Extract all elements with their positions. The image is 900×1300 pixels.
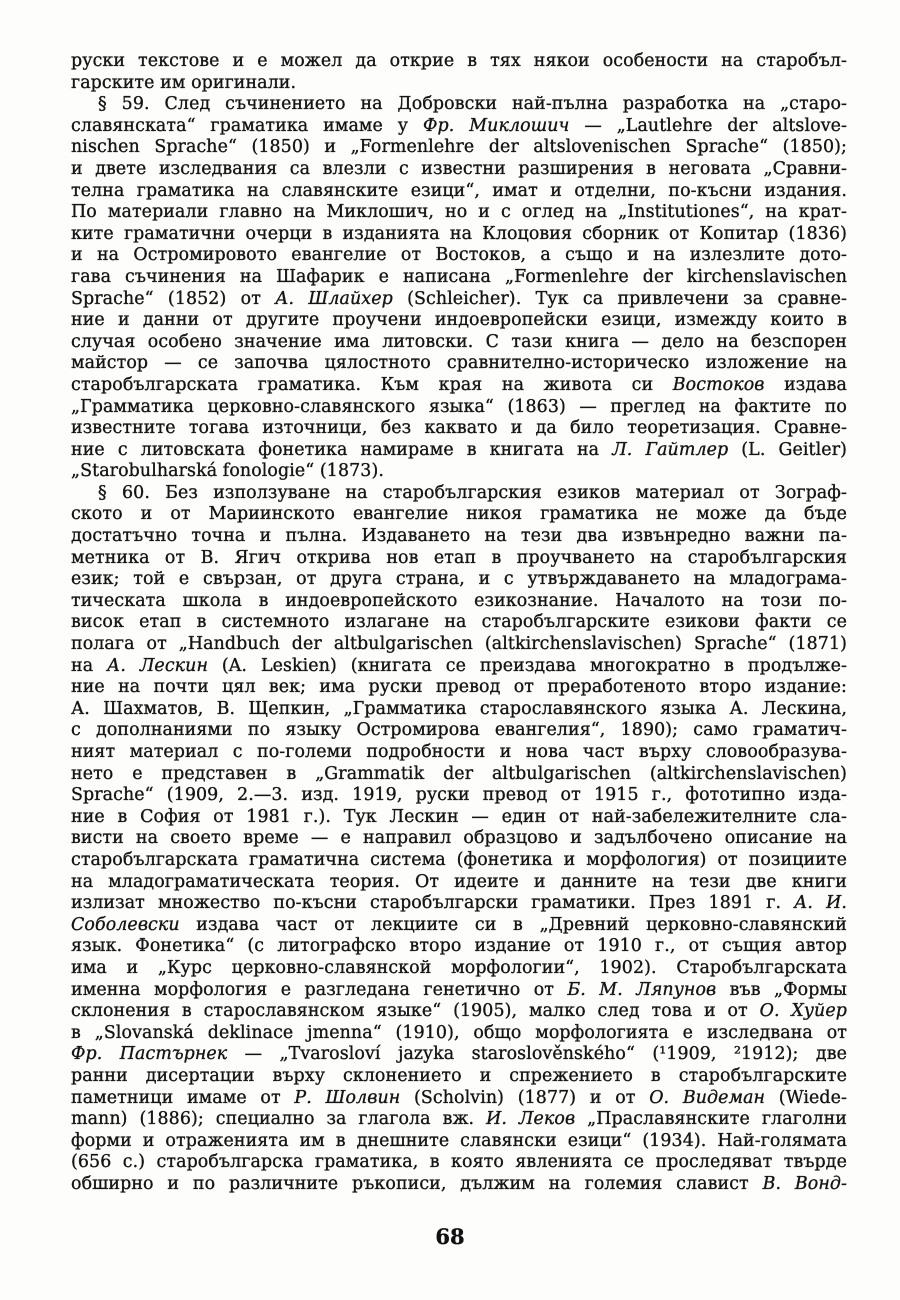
text-segment: § 59. След съчинението на Добровски най-пълна разработка на „старо- [98, 94, 847, 115]
text-line [71, 397, 847, 419]
text-segment: ние и данни от другите проучени индоевропейски езици, измежду които в [71, 310, 847, 331]
text-segment: паметници имаме от [71, 1087, 295, 1108]
text-line [71, 634, 847, 656]
text-segment: ние в София от 1981 г.). Тук Лескин — един от най-забележителните сла- [71, 806, 847, 827]
text-segment: форми и отраженията им в днешните славянски езици“ (1934). Най-голямата [71, 1130, 847, 1151]
text-line [71, 116, 847, 138]
text-line [71, 1088, 847, 1110]
text-line [71, 440, 847, 462]
text-segment: nischen Sprache“ (1850) и „Formenlehre der altslovenischen Sprache“ (1850); [71, 137, 847, 158]
text-line [71, 872, 847, 894]
text-line [71, 526, 847, 548]
text-line [71, 915, 847, 937]
text-segment: По материали главно на Миклошич, но и с оглед на „Institutiones“, на крат- [71, 202, 847, 223]
text-segment: (Schleicher). Тук са привлечени за сравне- [392, 288, 847, 309]
text-line [71, 418, 847, 440]
text-line [71, 569, 847, 591]
person-name-italic: В. Вонд- [762, 1173, 847, 1194]
text-line [71, 224, 847, 246]
text-segment: на младограматическата теория. От идеите и данните на тези две книги [71, 871, 847, 892]
text-line [71, 591, 847, 613]
text-line [71, 612, 847, 634]
text-line [71, 850, 847, 872]
text-line [71, 1044, 847, 1066]
text-segment: руски текстове и е можел да открие в тях някои особености на старобъл- [71, 51, 847, 71]
text-segment: именна морфология е разгледана генетично от [71, 979, 568, 1000]
text-segment: — „Tvarosloví jazyka staroslověnského“ (¹1909, ²1912); две [227, 1044, 847, 1065]
text-line [71, 483, 847, 505]
text-line [71, 159, 847, 181]
text-line [71, 1023, 847, 1045]
person-name-italic: Востоков [672, 374, 765, 395]
text-segment: висти на своето време — е направил образцово и задълбочено описание на [71, 828, 847, 849]
text-segment: ният материал с по-големи подробности и нова част върху словообразува- [71, 742, 847, 762]
text-segment: с дополнаниями по языку Остромирова евангелия“, 1890); само граматич- [71, 720, 847, 741]
text-segment: — „Lautlehre der altslove- [569, 115, 847, 136]
text-line [71, 699, 847, 721]
text-line [71, 137, 847, 159]
text-line [71, 1174, 847, 1196]
text-segment: и на Остромировото евангелие от Востоков, а също и на излезлите дото- [71, 245, 847, 266]
person-name-italic: Фр. Миклошич [423, 115, 570, 136]
text-segment: ние с литовската фонетика намираме в книгата на [71, 439, 613, 460]
text-line [71, 332, 847, 354]
text-segment: А. Шахматов, В. Щепкин, „Грамматика старославянского языка А. Лескина, [71, 698, 847, 719]
text-segment: (Scholvin) (1877) и от [400, 1087, 650, 1108]
text-line [71, 785, 847, 807]
text-line [71, 310, 847, 332]
text-segment: (656 с.) старобългарска граматика, в която явленията се проследяват твърде [71, 1152, 847, 1173]
text-line [71, 893, 847, 915]
text-segment: случая особено значение има литовски. С тази книга — дело на безспорен [71, 331, 847, 352]
text-segment: ското и от Мариинското евангелие никоя граматика не може да бъде [71, 504, 847, 525]
page-number: 68 [435, 1224, 465, 1249]
text-line [71, 51, 847, 73]
text-line [71, 289, 847, 311]
person-name-italic: А. Шлайхер [275, 288, 393, 309]
text-segment: тическата школа в индоевропейското езикознание. Началото на този по- [71, 590, 847, 611]
text-segment: в „Slovanská deklinace jmenna“ (1910), общо морфологията е изследвана от [71, 1022, 847, 1043]
text-segment: известните тогава източници, без каквато и да било теоретизация. Сравне- [71, 418, 847, 439]
text-segment: (L. Geitler) [728, 439, 847, 460]
text-segment: достатъчно точна и пълна. Издаването на тези два извънредно важни па- [71, 526, 847, 547]
person-name-italic: А. И. [794, 893, 847, 914]
text-segment: славянската“ граматика имаме у [71, 115, 423, 136]
text-line [71, 353, 847, 375]
text-line [71, 375, 847, 397]
person-name-italic: А. Лескин [107, 655, 209, 676]
text-line [71, 267, 847, 289]
person-name-italic: Соболевски [71, 914, 180, 935]
text-line [71, 764, 847, 786]
text-line [71, 807, 847, 829]
text-segment: има и „Курс церковно-славянской морфологии“, 1902). Старобългарската [71, 957, 847, 978]
text-segment: mann) (1886); специално за глагола вж. [71, 1109, 487, 1130]
text-line [71, 504, 847, 526]
text-line [71, 720, 847, 742]
text-line [71, 181, 847, 203]
text-segment: гава съчинения на Шафарик е написана „Formenlehre der kirchenslavischen [71, 266, 847, 287]
text-line [71, 936, 847, 958]
person-name-italic: О. Хуйер [759, 1001, 847, 1022]
text-segment: Sprache“ (1852) от [71, 288, 276, 309]
person-name-italic: Б. М. Ляпунов [567, 979, 717, 1000]
text-segment: „Грамматика церковно-славянского языка“ (1863) — преглед на фактите по [71, 396, 847, 417]
text-line [71, 1001, 847, 1023]
text-line [71, 742, 847, 764]
text-segment: метника от В. Ягич открива нов етап в проучването на старобългарския [71, 547, 847, 568]
text-segment: (Wiede- [765, 1087, 847, 1108]
text-line [71, 461, 847, 483]
person-name-italic: О. Видеман [649, 1087, 766, 1108]
person-name-italic: Л. Гайтлер [612, 439, 729, 460]
text-segment: майстор — се започва цялостното сравнително-историческо изложение на [71, 353, 847, 374]
text-line [71, 1152, 847, 1174]
text-segment: (A. Leskien) (книгата се преиздава многократно в продълже- [208, 655, 847, 676]
text-segment: склонения в старославянском языке“ (1905), малко след това и от [71, 1001, 760, 1022]
text-segment: ките граматични очерци в изданията на Клоцовия сборник от Копитар (1836) [71, 223, 847, 244]
text-line [71, 1109, 847, 1131]
text-block [71, 51, 847, 1195]
text-line [71, 548, 847, 570]
text-line [71, 202, 847, 224]
text-line [71, 677, 847, 699]
text-line [71, 245, 847, 267]
text-line [71, 1131, 847, 1153]
text-segment: § 60. Без използуване на старобългарския езиков материал от Зограф- [98, 482, 847, 503]
text-line [71, 73, 847, 95]
text-segment: телна граматика на славянските езици“, имат и отделни, по-късни издания. [71, 180, 847, 201]
person-name-italic: И. Леков [486, 1109, 576, 1130]
text-segment: език; той е свързан, от друга страна, и с утвърждаването на младограма- [71, 569, 847, 590]
text-segment: издава [764, 374, 847, 395]
text-segment: висок етап в системното излагане на старобългарските езикови факти се [71, 612, 847, 633]
text-segment: във „Формы [716, 979, 847, 1000]
text-line [71, 94, 847, 116]
text-segment: на [71, 655, 108, 676]
text-segment: нето е представен в „Grammatik der altbulgarischen (altkirchenslavischen) [71, 763, 847, 784]
text-segment: ние на почти цял век; има руски превод от преработеното второ издание: [71, 677, 847, 698]
text-segment: старобългарската граматика. Към края на живота си [71, 374, 673, 395]
text-line [71, 980, 847, 1002]
text-segment: „Праславянските глаголни [575, 1109, 847, 1130]
text-line [71, 828, 847, 850]
text-line [71, 1066, 847, 1088]
text-line [71, 656, 847, 678]
text-segment: издава част от лекциите си в „Древний церковно-славянский [179, 914, 847, 935]
text-segment: гарските им оригинали. [71, 72, 297, 93]
person-name-italic: Р. Шолвин [294, 1087, 401, 1108]
text-segment: обширно и по различните ръкописи, дължим на големия славист [71, 1173, 763, 1194]
text-segment: язык. Фонетика“ (с литографско второ издание от 1910 г., от същия автор [71, 936, 847, 957]
text-segment: Sprache“ (1909, 2.—3. изд. 1919, руски превод от 1915 г., фототипно изда- [71, 785, 847, 806]
text-segment: старобългарската граматична система (фонетика и морфология) от позициите [71, 849, 847, 870]
text-line [71, 958, 847, 980]
text-segment: полага от „Handbuch der altbulgarischen (altkirchenslavischen) Sprache“ (1871) [71, 634, 847, 655]
text-segment: и двете изследвания са влезли с известни разширения в неговата „Сравни- [71, 158, 847, 179]
text-segment: излизат множество по-късни старобългарски граматики. През 1891 г. [71, 893, 795, 914]
person-name-italic: Фр. Пастърнек [71, 1044, 228, 1065]
text-segment: ранни дисертации върху склонението и спрежението в старобългарските [71, 1065, 847, 1086]
text-segment: „Starobulharská fonologie“ (1873). [71, 461, 384, 482]
